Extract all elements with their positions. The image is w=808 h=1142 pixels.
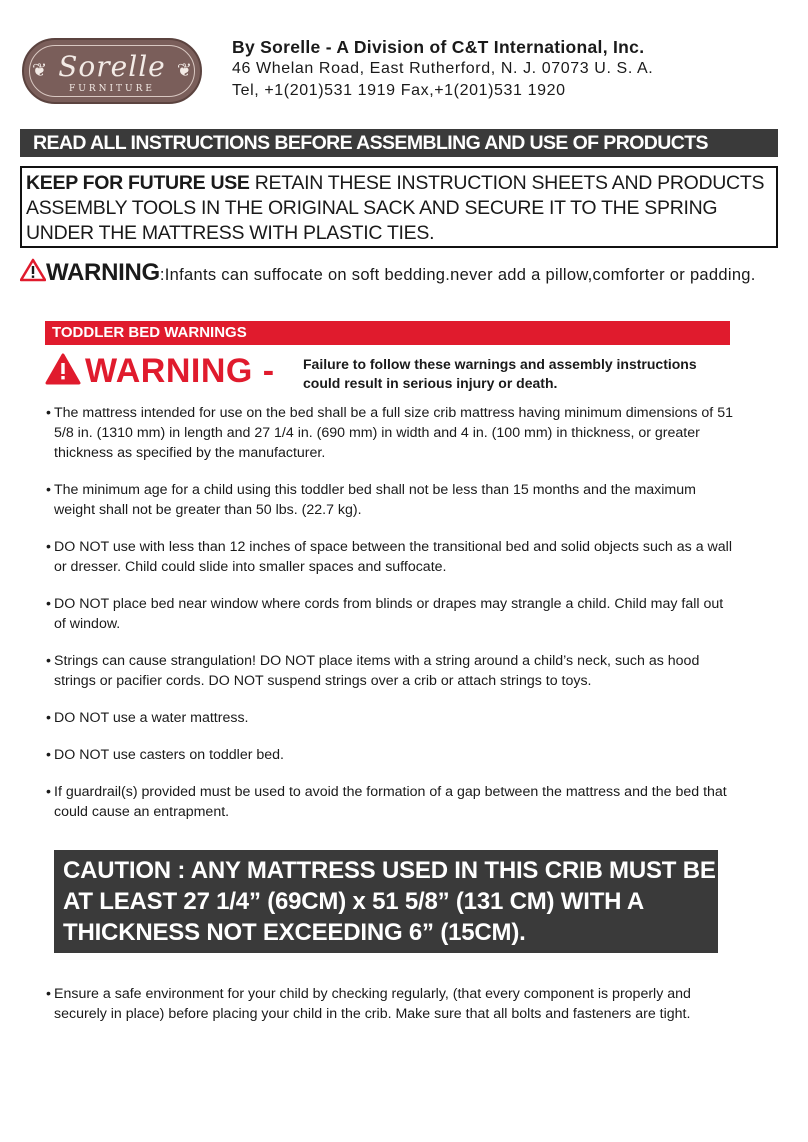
- bullet-dot: •: [46, 784, 51, 800]
- keep-for-future-box: [20, 166, 778, 248]
- main-warning-line-2: could result in serious injury or death.: [303, 375, 558, 391]
- warning-word: WARNING: [46, 259, 160, 286]
- list-item: • The minimum age for a child using this toddler bed shall not be less than 15 months and the maximum weight shall not be greater than 50 lbs. (22.7 kg).: [46, 482, 696, 518]
- logo-name: Sorelle: [58, 50, 166, 83]
- read-instructions-banner: READ ALL INSTRUCTIONS BEFORE ASSEMBLING AND USE OF PRODUCTS: [20, 129, 778, 157]
- list-item: • Strings can cause strangulation! DO NOT place items with a string around a child’s neck, such as hood strings or pacifier cords. DO NOT suspend strings over a crib or attach strings to toys.: [46, 653, 700, 689]
- bullet-dot: •: [46, 747, 51, 763]
- list-item: [46, 984, 736, 1024]
- list-item: • If guardrail(s) provided must be used to avoid the formation of a gap between the mattress and the bed that could cause an entrapment.: [46, 784, 727, 820]
- main-warning: [45, 352, 275, 394]
- list-item-inner: • Ensure a safe environment for your child by checking regularly, (that every component is properly and securely in place) before placing your child in the crib. Make sure that all bolts and fasteners are tight.: [46, 986, 691, 1022]
- warning-triangle-icon: [20, 258, 46, 287]
- bullet-dot: •: [46, 482, 51, 498]
- suffocation-warning: [20, 258, 756, 287]
- warning-list: [46, 403, 736, 839]
- company-name: By Sorelle - A Division of C&T International, Inc.: [232, 37, 645, 57]
- bullet-dot: •: [46, 986, 51, 1002]
- list-item: • DO NOT place bed near window where cords from blinds or drapes may strangle a child. Child may fall out of window.: [46, 596, 724, 632]
- toddler-bed-warnings-header: TODDLER BED WARNINGS: [45, 321, 730, 345]
- list-item: • DO NOT use a water mattress.: [46, 710, 249, 726]
- bullet-dot: •: [46, 653, 51, 669]
- main-warning-word: WARNING -: [85, 352, 275, 390]
- bullet-dot: •: [46, 710, 51, 726]
- ornament-icon: ❦: [176, 60, 192, 80]
- bullet-dot: •: [46, 596, 51, 612]
- bullet-dot: •: [46, 539, 51, 555]
- company-phone: Tel, +1(201)531 1919 Fax,+1(201)531 1920: [232, 82, 566, 99]
- keep-text: RETAIN THESE INSTRUCTION SHEETS AND PRODUCTS ASSEMBLY TOOLS IN THE ORIGINAL SACK AND SECURE IT TO THE SPRING UNDER THE MATTRESS WITH PLASTIC TIES.: [26, 172, 765, 244]
- warning-message: :Infants can suffocate on soft bedding.never add a pillow,comforter or padding.: [159, 266, 756, 284]
- ornament-icon: ❦: [32, 60, 48, 80]
- list-item: • DO NOT use casters on toddler bed.: [46, 747, 284, 763]
- main-warning-text: [303, 355, 697, 393]
- keep-heading: KEEP FOR FUTURE USE: [26, 172, 250, 194]
- list-item: • The mattress intended for use on the bed shall be a full size crib mattress having minimum dimensions of 51 5/8 in. (1310 mm) in length and 27 1/4 in. (690 mm) in width and 4 in. (100 mm) in thickness, or greater thickness as specified by the manufacturer.: [46, 405, 733, 461]
- list-item: • DO NOT use with less than 12 inches of space between the transitional bed and solid objects such as a wall or dresser. Child could slide into smaller spaces and suffocate.: [46, 539, 732, 575]
- sorelle-logo: [22, 38, 202, 104]
- logo-subtitle: FURNITURE: [69, 84, 155, 94]
- company-address: 46 Whelan Road, East Rutherford, N. J. 07073 U. S. A.: [232, 60, 654, 77]
- warning-triangle-icon: [45, 353, 81, 390]
- bullet-dot: •: [46, 405, 51, 421]
- main-warning-line-1: Failure to follow these warnings and assembly instructions: [303, 356, 697, 372]
- caution-box: CAUTION : ANY MATTRESS USED IN THIS CRIB MUST BE AT LEAST 27 1/4” (69CM) x 51 5/8” (131 CM) WITH A THICKNESS NOT EXCEEDING 6” (15CM).: [54, 850, 718, 953]
